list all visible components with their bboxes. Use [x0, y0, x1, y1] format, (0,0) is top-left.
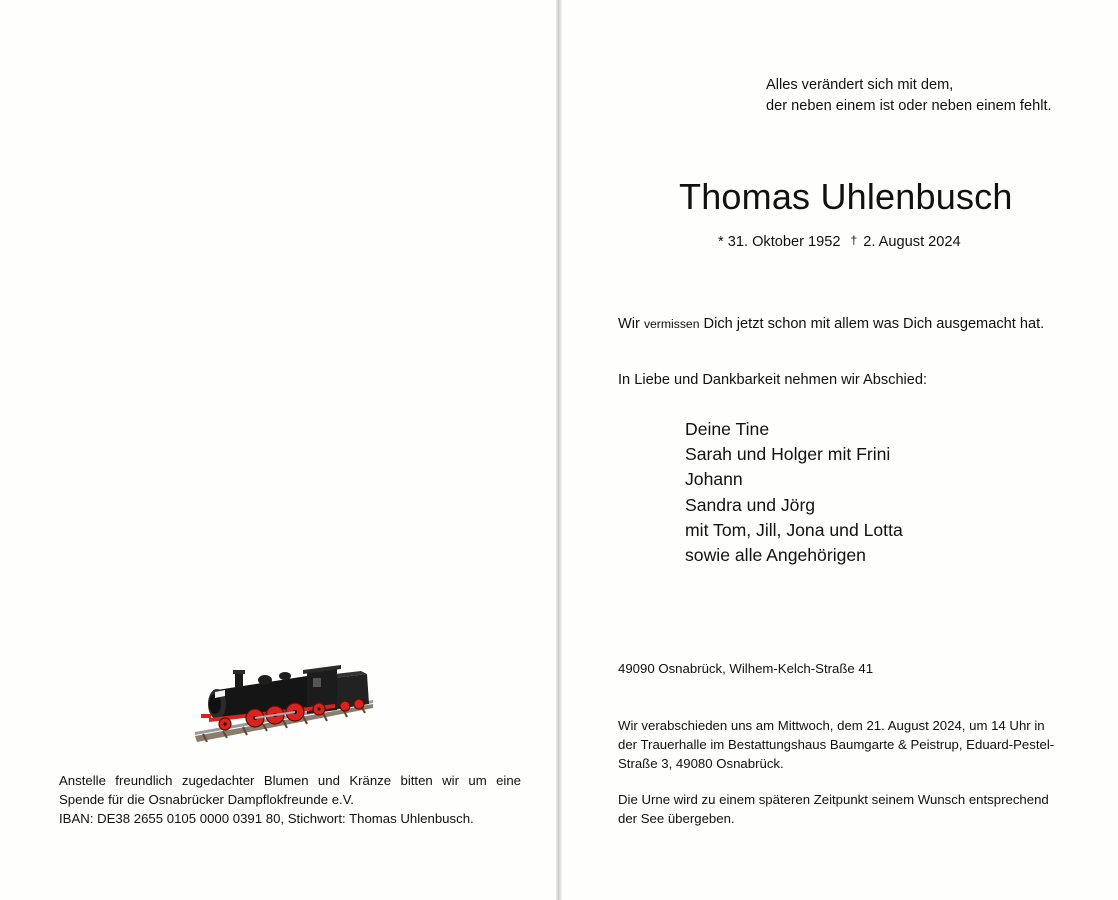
life-dates: [718, 234, 961, 250]
urn-line: Die Urne wird zu einem späteren Zeitpunkt seinem Wunsch entsprechend: [618, 792, 1049, 807]
mourner-entry: Johann: [685, 469, 743, 490]
miss-sentence: [618, 316, 1044, 332]
motto-quote: [766, 75, 1052, 117]
death-date: 2. August 2024: [863, 234, 961, 250]
donation-request: [59, 771, 521, 828]
miss-text: Dich jetzt schon mit allem was Dich ausgemacht hat.: [699, 316, 1045, 332]
mourner-entry: Sandra und Jörg: [685, 494, 816, 515]
ceremony-details: [618, 716, 1080, 773]
steam-locomotive-image: [195, 656, 373, 742]
ceremony-line: Wir verabschieden uns am Mittwoch, dem 21. August 2024, um 14 Uhr in: [618, 718, 1045, 733]
donation-iban: IBAN: DE38 2655 0105 0000 0391 80, Stichwort: Thomas Uhlenbusch.: [59, 811, 474, 826]
mourner-entry: Sarah und Holger mit Frini: [685, 444, 891, 465]
mourner-entry: Deine Tine: [685, 419, 770, 439]
left-page: [0, 0, 556, 900]
mourner-entry: sowie alle Angehörigen: [685, 545, 866, 566]
farewell-line: In Liebe und Dankbarkeit nehmen wir Abschied:: [618, 372, 928, 388]
cross-icon: †: [850, 233, 858, 247]
miss-text-small: vermissen: [643, 317, 700, 331]
donation-line: Anstelle freundlich zugedachter Blumen und Kränze bitten wir um eine: [59, 773, 521, 788]
family-address: 49090 Osnabrück, Wilhem-Kelch-Straße 41: [618, 661, 874, 676]
mourner-entry: mit Tom, Jill, Jona und Lotta: [685, 519, 903, 540]
donation-line: Spende für die Osnabrücker Dampflokfreunde e.V.: [59, 792, 354, 807]
motto-line: der neben einem ist oder neben einem fehlt.: [766, 98, 1052, 114]
ceremony-line: Straße 3, 49080 Osnabrück.: [618, 756, 784, 771]
birth-date: * 31. Oktober 1952: [718, 234, 841, 250]
urn-line: der See übergeben.: [618, 811, 735, 826]
miss-text: Wir: [618, 316, 644, 332]
urn-notice: [618, 790, 1080, 828]
ceremony-line: der Trauerhalle im Bestattungshaus Baumgarte & Peistrup, Eduard-Pestel-: [618, 737, 1055, 752]
motto-line: Alles verändert sich mit dem,: [766, 77, 954, 93]
deceased-name: Thomas Uhlenbusch: [679, 176, 1013, 217]
mourners-list: [685, 417, 903, 568]
